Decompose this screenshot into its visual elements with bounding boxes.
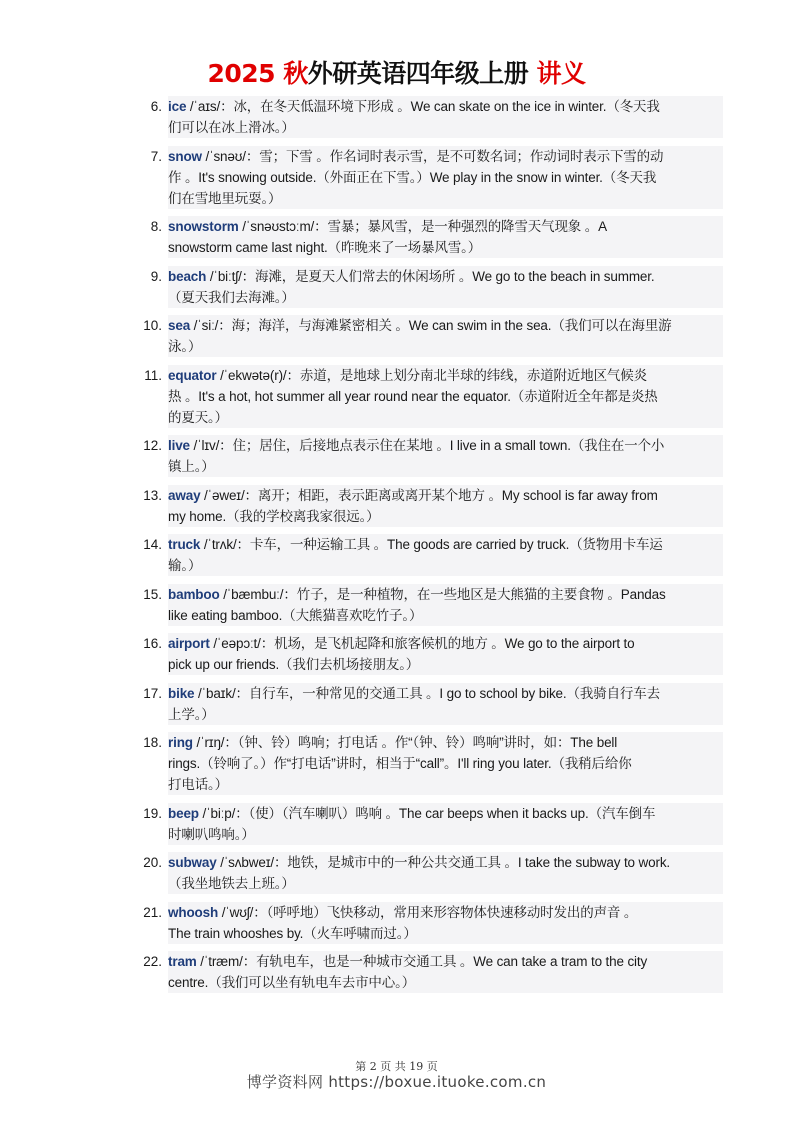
vocab-word: equator [168, 367, 217, 383]
definition-line [168, 266, 723, 287]
definition-text: The train whooshes by.（火车呼啸而过。） [168, 925, 417, 941]
page-title [0, 54, 793, 90]
entry-definition [168, 584, 723, 626]
entry-definition [168, 803, 723, 845]
definition-text: /ˈbaɪk/：自行车，一种常见的交通工具 。I go to school by bike.（我骑自行车去 [194, 685, 660, 701]
definition-text: （夏天我们去海滩。） [168, 289, 295, 305]
definition-line [168, 315, 723, 336]
definition-text: （我坐地铁去上班。） [168, 876, 295, 891]
definition-line [168, 605, 723, 626]
definition-line [168, 485, 723, 506]
entry-number: 15. [143, 586, 162, 602]
definition-text: /ˈwʊʃ/：（呼呼地）飞快移动，常用来形容物体快速移动时发出的声音 。 [218, 904, 638, 920]
definition-text: my home.（我的学校离我家很远。） [168, 508, 380, 524]
entry-definition [168, 266, 723, 308]
definition-text: /ˈlɪv/：住；居住，后接地点表示住在某地 。I live in a small town.（我住在一个小 [189, 438, 665, 453]
definition-text: 时喇叭鸣响。） [168, 826, 255, 842]
definition-line [168, 683, 723, 704]
definition-line [168, 534, 723, 555]
definition-line [168, 852, 723, 873]
vocab-word: sea [168, 318, 191, 333]
entry-definition [168, 216, 723, 258]
definition-text: 热 。It's a hot, hot summer all year round near the equator.（赤道附近全年都是炎热 [168, 388, 658, 404]
definition-text: /ˈrɪŋ/：（钟、铃）鸣响；打电话 。作“（钟、铃）鸣响”讲时，如：The bell [192, 735, 618, 750]
definition-text: 打电话。） [168, 777, 228, 792]
definition-line [168, 407, 723, 428]
vocab-word: beep [168, 805, 199, 821]
definition-text: /ˈbiːp/：（使）（汽车喇叭）鸣响 。The car beeps when it backs up.（汽车倒车 [198, 805, 656, 821]
entry-number: 22. [143, 954, 162, 969]
entry-number: 16. [143, 636, 162, 651]
vocab-word: live [168, 438, 190, 453]
vocab-word: away [168, 487, 201, 503]
definition-line [168, 167, 723, 188]
vocab-word: ring [168, 735, 193, 750]
definition-line [168, 435, 723, 456]
definition-line [168, 287, 723, 308]
definition-text: like eating bamboo.（大熊猫喜欢吃竹子。） [168, 607, 423, 623]
title-main: 外研英语四年级上册 [307, 59, 529, 88]
definition-text: /ˈekwətə(r)/：赤道，是地球上划分南北半球的纬线，赤道附近地区气候炎 [216, 367, 647, 383]
vocab-word: tram [168, 954, 197, 969]
entry-number: 6. [150, 99, 162, 114]
definition-text: /ˈsiː/：海；海洋，与海滩紧密相关 。We can swim in the sea.（我们可以在海里游 [190, 318, 672, 333]
vocab-word: snow [168, 148, 202, 164]
definition-line [168, 753, 723, 774]
definition-line [168, 633, 723, 654]
definition-line [168, 146, 723, 167]
site-footer: 博学资料网 https://boxue.ituoke.com.cn [246, 1073, 547, 1091]
definition-line [168, 902, 723, 923]
definition-line [168, 824, 723, 845]
definition-text: /ˈəweɪ/：离开；相距，表示距离或离开某个地方 。My school is far away from [200, 487, 658, 503]
entry-definition [168, 485, 723, 527]
definition-line [168, 873, 723, 894]
entry-number: 11. [144, 367, 162, 383]
entry-definition [168, 315, 723, 357]
vocab-word: ice [168, 99, 187, 114]
definition-text: 们在雪地里玩耍。） [168, 190, 282, 206]
definition-line [168, 386, 723, 407]
definition-line [168, 972, 723, 993]
title-suffix: 讲义 [536, 59, 586, 88]
definition-text: /ˈaɪs/：冰，在冬天低温环境下形成 。We can skate on the ice in winter.（冬天我 [186, 99, 660, 114]
definition-text: rings.（铃响了。）作“打电话”讲时，相当于“call”。I'll ring you later.（我稍后给你 [168, 756, 632, 771]
definition-text: 泳。） [168, 339, 202, 354]
definition-text: /ˈbæmbuː/：竹子，是一种植物，在一些地区是大熊猫的主要食物 。Pandas [219, 586, 666, 602]
definition-text: 的夏天。） [168, 409, 228, 425]
vocab-word: bike [168, 685, 195, 701]
entry-number: 9. [150, 268, 162, 284]
entry-number: 8. [150, 219, 162, 234]
entry-number: 10. [143, 318, 162, 333]
definition-line [168, 584, 723, 605]
entry-definition [168, 732, 723, 795]
entry-number: 19. [143, 805, 162, 821]
entry-definition [168, 633, 723, 675]
entry-definition [168, 146, 723, 209]
title-year-season: 2025 秋 [207, 59, 308, 88]
definition-line [168, 506, 723, 527]
definition-line [168, 732, 723, 753]
page-number: 第 2 页 共 19 页 [355, 1060, 438, 1073]
entry-definition [168, 951, 723, 993]
definition-text: /ˈeəpɔːt/：机场，是飞机起降和旅客候机的地方 。We go to the airport to [209, 636, 635, 651]
vocab-word: truck [168, 537, 201, 552]
definition-text: /ˈtrʌk/：卡车，一种运输工具 。The goods are carried by truck.（货物用卡车运 [200, 537, 663, 552]
entry-number: 13. [143, 487, 162, 503]
definition-line [168, 237, 723, 258]
definition-line [168, 336, 723, 357]
definition-line [168, 555, 723, 576]
vocab-word: bamboo [168, 586, 220, 602]
entry-number: 14. [143, 537, 162, 552]
definition-text: 镇上。） [168, 459, 215, 474]
entry-number: 20. [143, 855, 162, 870]
definition-text: snowstorm came last night.（昨晚来了一场暴风雪。） [168, 240, 482, 255]
entry-definition [168, 365, 723, 428]
definition-text: pick up our friends.（我们去机场接朋友。） [168, 657, 420, 672]
definition-line [168, 951, 723, 972]
entry-definition [168, 683, 723, 725]
definition-line [168, 188, 723, 209]
vocab-word: beach [168, 268, 207, 284]
definition-text: /ˈsnəʊ/：雪；下雪 。作名词时表示雪，是不可数名词；作动词时表示下雪的动 [201, 148, 664, 164]
entry-definition [168, 534, 723, 576]
definition-line [168, 456, 723, 477]
definition-line [168, 654, 723, 675]
definition-text: 作 。It's snowing outside.（外面正在下雪。）We play in the snow in winter.（冬天我 [168, 169, 657, 185]
vocab-word: whoosh [168, 904, 219, 920]
definition-line [168, 365, 723, 386]
definition-text: /ˈbiːtʃ/：海滩，是夏天人们常去的休闲场所 。We go to the beach in summer. [206, 268, 655, 284]
definition-line [168, 704, 723, 725]
definition-text: centre.（我们可以坐有轨电车去市中心。） [168, 975, 416, 990]
definition-line [168, 923, 723, 944]
definition-text: 上学。） [168, 706, 215, 722]
entry-definition [168, 902, 723, 944]
entry-definition [168, 435, 723, 477]
definition-text: 们可以在冰上滑冰。） [168, 120, 295, 135]
definition-text: 输。） [168, 558, 202, 573]
entry-number: 17. [143, 685, 162, 701]
definition-line [168, 96, 723, 117]
entry-definition [168, 96, 723, 138]
definition-text: /ˈsʌbweɪ/：地铁，是城市中的一种公共交通工具 。I take the subway to work. [216, 855, 671, 870]
definition-text: /ˈsnəʊstɔːm/：雪暴；暴风雪，是一种强烈的降雪天气现象 。A [238, 219, 607, 234]
definition-text: /ˈtræm/：有轨电车，也是一种城市交通工具 。We can take a tram to the city [196, 954, 648, 969]
vocab-word: snowstorm [168, 219, 239, 234]
definition-line [168, 803, 723, 824]
entry-definition [168, 852, 723, 894]
entry-number: 18. [143, 735, 162, 750]
definition-line [168, 774, 723, 795]
definition-line [168, 117, 723, 138]
entry-number: 21. [143, 904, 162, 920]
entry-number: 7. [150, 148, 162, 164]
vocab-word: airport [168, 636, 210, 651]
vocab-word: subway [168, 855, 217, 870]
entry-number: 12. [143, 438, 162, 453]
definition-line [168, 216, 723, 237]
